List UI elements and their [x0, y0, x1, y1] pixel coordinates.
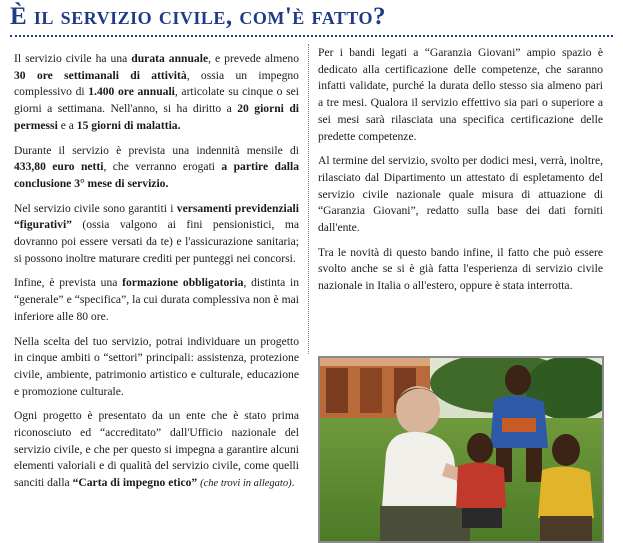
volunteer-children-photo — [318, 356, 604, 543]
bold-text: 20 giorni di permessi — [14, 102, 299, 132]
text-run: , distinta in “generale” e “specifica”, la cui durata complessiva non è mai inferiore alle 80 ore. — [14, 276, 299, 323]
paragraph-novelty: Tra le novità di questo bando infine, il fatto che può essere svolto anche se si è già fatta l'esperienza di servizio civile nazionale in Italia o all'estero, oppure è stata interrotta. — [318, 245, 603, 293]
text-run: , ossia un impegno complessivo di — [14, 68, 299, 99]
bold-text: “Carta di impegno etico” — [72, 476, 198, 490]
text-run: e a — [57, 118, 77, 132]
bold-text: 433,80 euro netti — [14, 160, 104, 174]
text-run: Durante il servizio è prevista una indennità mensile di — [14, 143, 299, 157]
title-underline — [10, 35, 613, 37]
bold-text: 15 giorni di malattia. — [76, 118, 181, 132]
paragraph-contributions — [14, 201, 299, 268]
paragraph-sectors: Nella scelta del tuo servizio, potrai individuare un progetto in cinque ambiti o “settori” principali: assistenza, protezione civile, ambiente, patrimonio artistico e culturale, educazione e promozione culturale. — [14, 334, 299, 398]
paragraph-entities — [14, 408, 299, 493]
bold-text: durata annuale — [131, 52, 209, 65]
bold-text: versamenti previdenziali “figurativi” — [14, 201, 299, 232]
page-title: È il servizio civile, com'è fatto? — [10, 3, 387, 30]
left-column — [14, 51, 299, 501]
text-run: Nel servizio civile sono garantiti i — [14, 201, 177, 215]
text-run: Infine, è prevista una — [14, 276, 123, 290]
column-divider — [308, 44, 309, 354]
text-run: (ossia valgono ai fini pensionistici, ma dovranno poi essere versati da te) e l'assicurazione sanitaria; si possono inoltre maturare crediti per punteggi nei concorsi. — [14, 218, 299, 265]
text-run: , che verranno erogati — [103, 160, 222, 174]
text-run: . — [291, 476, 295, 490]
paragraph-allowance — [14, 143, 299, 193]
paragraph-certificate: Al termine del servizio, svolto per dodici mesi, verrà, inoltre, rilasciato dal Dipartimento un attestato di espletamento del servizio civile nazionale quale misura di attuazione di “Garanzia Giovani”, redatto sulla base dei dati forniti dall'ente. — [318, 154, 603, 235]
text-run: , articolate su cinque o sei giorni a settimana. Nell'anno, si ha diritto a — [14, 85, 299, 116]
bold-text: formazione obbligatoria — [122, 276, 244, 290]
text-run: , e prevede almeno — [208, 52, 299, 65]
text-run: Il servizio civile ha una — [14, 52, 132, 65]
bold-text: a partire dalla conclusione 3° mese di servizio. — [14, 160, 299, 190]
right-column — [318, 45, 603, 303]
text-run: Ogni progetto è presentato da un ente che è stato prima riconosciuto ed “accreditato” dall'Ufficio nazionale del servizio civile, e che per questo si impegna a garantire alcuni elementi valoriali e di qualità del servizio civile, come quelli sanciti dalla — [14, 409, 299, 490]
bold-text: 1.400 ore annuali — [88, 85, 175, 99]
paragraph-duration — [14, 51, 299, 135]
paragraph-certification: Per i bandi legati a “Garanzia Giovani” ampio spazio è dedicato alla certificazione delle competenze, che saranno infatti validate, purché la durata dello stesso sia almeno pari a tre mesi. Qualora il servizio effettivo sia pari o superiore a sei mesi sarà rilasciata una specifica certificazione delle predette competenze. — [318, 46, 603, 143]
bold-text: 30 ore settimanali di attività — [14, 68, 187, 82]
italic-note: (che trovi in allegato) — [200, 478, 292, 490]
photo-illustration — [320, 358, 602, 541]
paragraph-training — [14, 275, 299, 325]
